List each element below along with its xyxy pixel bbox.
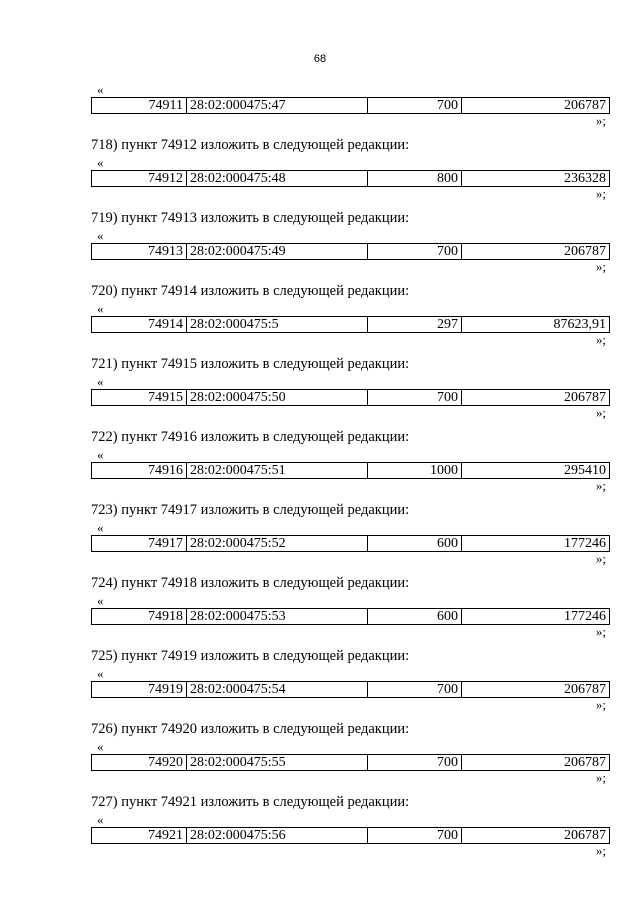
table-row — [91, 389, 610, 406]
amendment-block — [91, 134, 610, 201]
open-quote: « — [97, 82, 104, 97]
table-row — [91, 170, 610, 187]
table-row — [91, 827, 610, 844]
cadastral-number: 28:02:000475:51 — [187, 463, 368, 479]
amendment-block — [91, 499, 610, 566]
item-number: 74916 — [92, 463, 187, 479]
close-quote: »; — [595, 697, 606, 712]
area-value: 297 — [368, 317, 462, 333]
open-quote: « — [97, 374, 104, 389]
amendment-instruction: 726) пункт 74920 изложить в следующей редакции: — [91, 721, 410, 737]
table-row — [91, 535, 610, 552]
amendment-instruction: 724) пункт 74918 изложить в следующей редакции: — [91, 575, 410, 591]
cadastral-number: 28:02:000475:50 — [187, 390, 368, 406]
cost-value: 206787 — [462, 682, 610, 698]
close-quote: »; — [595, 405, 606, 420]
open-quote: « — [97, 301, 104, 316]
close-quote: »; — [595, 551, 606, 566]
cadastral-number: 28:02:000475:53 — [187, 609, 368, 625]
cost-value: 177246 — [462, 536, 610, 552]
item-number: 74911 — [92, 98, 187, 114]
cadastral-number: 28:02:000475:54 — [187, 682, 368, 698]
cadastral-number: 28:02:000475:52 — [187, 536, 368, 552]
table-row — [91, 754, 610, 771]
item-number: 74921 — [92, 828, 187, 844]
close-quote: »; — [595, 478, 606, 493]
amendment-instruction: 721) пункт 74915 изложить в следующей редакции: — [91, 356, 410, 372]
cadastral-number: 28:02:000475:49 — [187, 244, 368, 260]
amendment-instruction: 718) пункт 74912 изложить в следующей редакции: — [91, 137, 410, 153]
table-row — [91, 681, 610, 698]
area-value: 700 — [368, 98, 462, 114]
amendment-block — [91, 207, 610, 274]
area-value: 600 — [368, 536, 462, 552]
close-quote: »; — [595, 770, 606, 785]
open-quote: « — [97, 812, 104, 827]
area-value: 700 — [368, 244, 462, 260]
amendment-instruction: 725) пункт 74919 изложить в следующей редакции: — [91, 648, 410, 664]
amendment-block — [91, 353, 610, 420]
amendment-instruction: 722) пункт 74916 изложить в следующей редакции: — [91, 429, 410, 445]
close-quote: »; — [595, 332, 606, 347]
cadastral-number: 28:02:000475:55 — [187, 755, 368, 771]
amendment-block — [91, 718, 610, 785]
close-quote: »; — [595, 259, 606, 274]
open-quote: « — [97, 666, 104, 681]
cost-value: 206787 — [462, 390, 610, 406]
cost-value: 206787 — [462, 755, 610, 771]
open-quote: « — [97, 447, 104, 462]
close-quote: »; — [595, 843, 606, 858]
item-number: 74919 — [92, 682, 187, 698]
close-quote: »; — [595, 624, 606, 639]
page-number: 68 — [313, 53, 327, 65]
item-number: 74918 — [92, 609, 187, 625]
area-value: 700 — [368, 755, 462, 771]
item-number: 74915 — [92, 390, 187, 406]
cost-value: 295410 — [462, 463, 610, 479]
item-number: 74914 — [92, 317, 187, 333]
amendment-instruction: 720) пункт 74914 изложить в следующей редакции: — [91, 283, 410, 299]
cadastral-number: 28:02:000475:56 — [187, 828, 368, 844]
table-row — [91, 316, 610, 333]
cost-value: 206787 — [462, 828, 610, 844]
area-value: 700 — [368, 390, 462, 406]
area-value: 1000 — [368, 463, 462, 479]
table-row — [91, 97, 610, 114]
open-quote: « — [97, 228, 104, 243]
cadastral-number: 28:02:000475:48 — [187, 171, 368, 187]
open-quote: « — [97, 520, 104, 535]
area-value: 800 — [368, 171, 462, 187]
cadastral-number: 28:02:000475:5 — [187, 317, 368, 333]
amendment-block — [91, 572, 610, 639]
cost-value: 177246 — [462, 609, 610, 625]
amendment-block — [91, 645, 610, 712]
cadastral-number: 28:02:000475:47 — [187, 98, 368, 114]
close-quote: »; — [595, 113, 606, 128]
document-body — [91, 83, 610, 864]
table-row — [91, 608, 610, 625]
open-quote: « — [97, 739, 104, 754]
table-row — [91, 462, 610, 479]
item-number: 74913 — [92, 244, 187, 260]
area-value: 600 — [368, 609, 462, 625]
open-quote: « — [97, 593, 104, 608]
amendment-instruction: 723) пункт 74917 изложить в следующей редакции: — [91, 502, 410, 518]
area-value: 700 — [368, 682, 462, 698]
amendment-instruction: 727) пункт 74921 изложить в следующей редакции: — [91, 794, 410, 810]
cost-value: 206787 — [462, 98, 610, 114]
table-row — [91, 243, 610, 260]
amendment-block — [91, 83, 610, 128]
item-number: 74912 — [92, 171, 187, 187]
close-quote: »; — [595, 186, 606, 201]
cost-value: 206787 — [462, 244, 610, 260]
item-number: 74917 — [92, 536, 187, 552]
amendment-block — [91, 426, 610, 493]
item-number: 74920 — [92, 755, 187, 771]
cost-value: 236328 — [462, 171, 610, 187]
amendment-block — [91, 280, 610, 347]
amendment-instruction: 719) пункт 74913 изложить в следующей редакции: — [91, 210, 410, 226]
amendment-block — [91, 791, 610, 858]
area-value: 700 — [368, 828, 462, 844]
open-quote: « — [97, 155, 104, 170]
cost-value: 87623,91 — [462, 317, 610, 333]
